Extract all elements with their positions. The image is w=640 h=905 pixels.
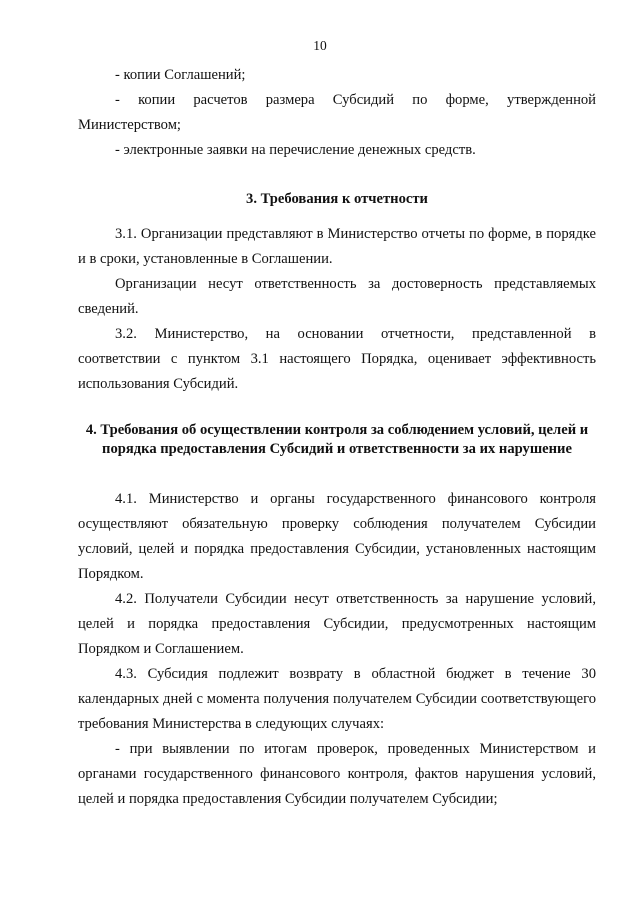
paragraph: 3.1. Организации представляют в Министерство отчеты по форме, в порядке и в сроки, установленные в Соглашении. <box>78 226 596 267</box>
paragraph: 4.2. Получатели Субсидии несут ответственность за нарушение условий, целей и порядка предоставления Субсидии, предусмотренных настоящим Порядком и Соглашением. <box>78 591 596 657</box>
section-heading: 4. Требования об осуществлении контроля за соблюдением условий, целей и порядка предоставления Субсидий и ответственности за их нарушение <box>85 422 589 457</box>
list-item: - электронные заявки на перечисление денежных средств. <box>115 142 476 158</box>
section-3-body <box>78 222 596 397</box>
paragraph: 3.2. Министерство, на основании отчетности, представленной в соответствии с пунктом 3.1 настоящего Порядка, оценивает эффективность использования Субсидий. <box>78 326 596 392</box>
list-item: - копии Соглашений; <box>115 67 246 83</box>
section-heading: 3. Требования к отчетности <box>246 191 428 207</box>
section-3 <box>78 187 596 212</box>
paragraph: Организации несут ответственность за достоверность представляемых сведений. <box>78 276 596 317</box>
paragraph: 4.3. Субсидия подлежит возврату в областной бюджет в течение 30 календарных дней с момента получения получателем Субсидии соответствующего требования Министерства в следующих случаях: <box>78 666 596 732</box>
list-item: - копии расчетов размера Субсидий по форме, утвержденной Министерством; <box>78 92 596 133</box>
paragraph: - при выявлении по итогам проверок, проведенных Министерством и органами государственного финансового контроля, фактов нарушения условий, целей и порядка предоставления Субсидии получателем Субсидии; <box>78 741 596 807</box>
page-number: 10 <box>313 38 327 53</box>
section-4 <box>78 421 596 459</box>
intro-list <box>78 63 596 163</box>
paragraph: 4.1. Министерство и органы государственного финансового контроля осуществляют обязательную проверку соблюдения получателем Субсидии условий, целей и порядка предоставления Субсидии, установленных настоящим Порядком. <box>78 491 596 582</box>
section-4-body <box>78 487 596 812</box>
